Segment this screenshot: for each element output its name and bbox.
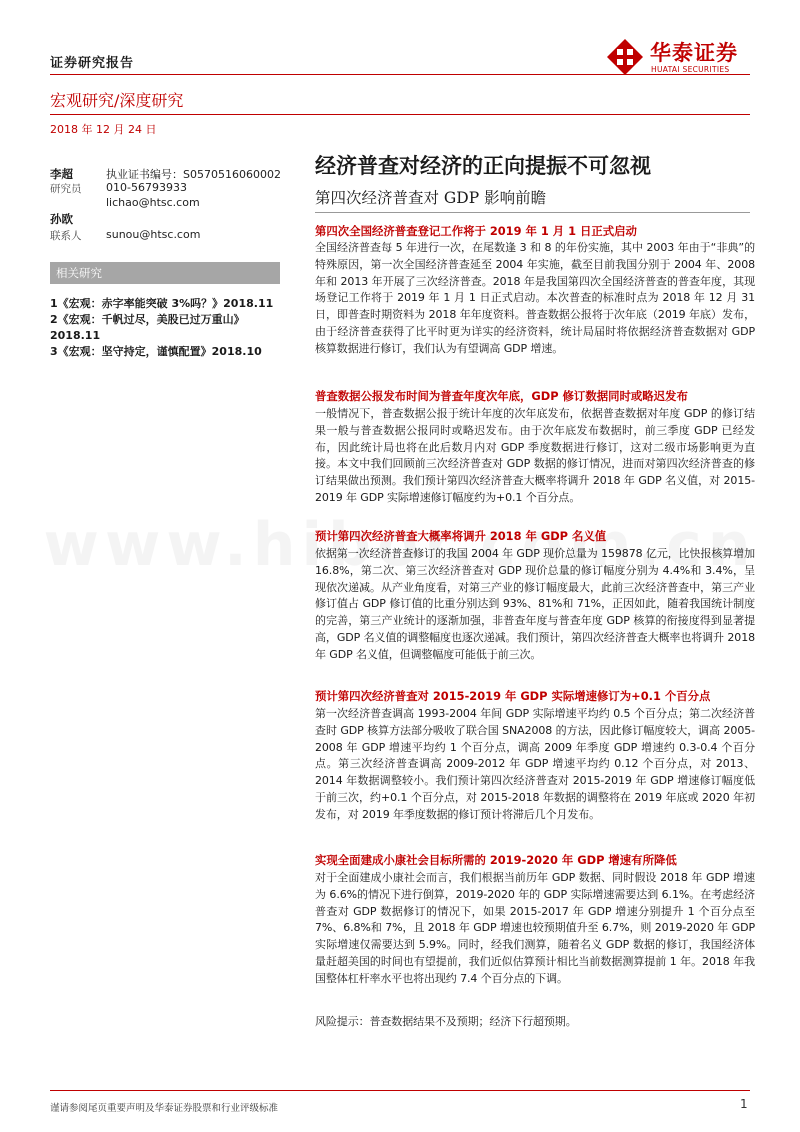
section-2-heading: 普查数据公报发布时间为普查年度次年底，GDP 修订数据同时或略迟发布: [315, 389, 688, 403]
risk-warning: 风险提示：普查数据结果不及预期；经济下行超预期。: [315, 1015, 577, 1028]
cert-label: 执业证书编号：: [106, 168, 183, 181]
analyst-1-name: 李超: [50, 167, 73, 181]
related-research-header: 相关研究: [50, 262, 280, 284]
section-1-heading: 第四次全国经济普查登记工作将于 2019 年 1 月 1 日正式启动: [315, 224, 637, 238]
related-item-1[interactable]: 1《宏观：赤字率能突破 3%吗？》2018.11: [50, 297, 274, 310]
section-3-body: 依据第一次经济普查修订的我国 2004 年 GDP 现价总量为 159878 亿元，比快报核算增加 16.8%，第二次、第三次经济普查对 GDP 现价总量的修订幅度分别为 4.4%和 3.4%，呈现依次递减。从产业角度看，对第三产业的修订幅度最大，此前三次经济普查中，第三产业修订值占 GDP 修订值的比重分别达到 93%、81%和 71%，正因如此，随着我国统计制度的完善，第三产业统计的逐渐加强，非普查年度与普查年度 GDP 核算的衔接度得到显著提高，GDP 名义值的调整幅度也逐次递减。我们预计，第四次经济普查大概率也将调升 2018 年 GDP 名义值，但调整幅度可能低于前三次。: [315, 547, 755, 661]
report-subtitle: 第四次经济普查对 GDP 影响前瞻: [315, 189, 547, 207]
analyst-1-cert: [106, 166, 281, 182]
cert-number: S0570516060002: [183, 168, 281, 181]
logo-text-cn: 华泰证券: [650, 41, 738, 65]
analyst-2-role: 联系人: [50, 230, 82, 242]
report-date: 2018 年 12 月 24 日: [50, 123, 157, 136]
page-number: 1: [740, 1097, 748, 1111]
footer-divider: [50, 1090, 750, 1091]
analyst-1-email[interactable]: lichao@htsc.com: [106, 196, 200, 209]
section-4-heading: 预计第四次经济普查对 2015-2019 年 GDP 实际增速修订为+0.1 个百分点: [315, 689, 711, 703]
section-3-heading: 预计第四次经济普查大概率将调升 2018 年 GDP 名义值: [315, 529, 607, 543]
report-title: 经济普查对经济的正向提振不可忽视: [315, 153, 651, 178]
category-divider: [50, 114, 750, 115]
section-2-body: 一般情况下，普查数据公报于统计年度的次年底发布，依据普查数据对年度 GDP 的修订结果一般与普查数据公报同时或略迟发布。由于次年底发布数据时，前三季度 GDP 已经发布，因此统计局也将在此后数月内对 GDP 季度数据进行修订，这对二级市场影响更为直接。本文中我们回顾前三次经济普查对 GDP 数据的修订情况，进而对第四次经济普查的修订结果做出预测。我们预计第四次经济普查大概率将调升 2018 年 GDP 名义值，对 2015-2019 年 GDP 实际增速修订幅度约为+0.1 个百分点。: [315, 407, 755, 504]
title-divider: [315, 212, 750, 213]
analyst-1-phone: 010-56793933: [106, 181, 187, 194]
analyst-2-email[interactable]: sunou@htsc.com: [106, 228, 201, 241]
huatai-logo-icon: [606, 38, 644, 76]
analyst-1-role: 研究员: [50, 183, 82, 195]
section-5-body: 对于全面建成小康社会而言，我们根据当前历年 GDP 数据、同时假设 2018 年 GDP 增速为 6.6%的情况下进行倒算，2019-2020 年的 GDP 实际增速需要达到 6.1%。在考虑经济普查对 GDP 数据修订的情况下，如果 2015-2017 年 GDP 增速分别提升 1 个百分点至 7%、6.8%和 7%，且 2018 年 GDP 增速也较预期值升至 6.7%，则 2019-2020 年 GDP 实际增速仅需要达到 5.9%。同时，经我们测算，随着名义 GDP 数据的修订，我国经济体量赶超美国的时间也有望提前，我们近似估算预计相比当前数据测算提前 1 年。2018 年我国整体杠杆率水平也将出现约 7.4 个百分点的下调。: [315, 871, 755, 985]
section-5-heading: 实现全面建成小康社会目标所需的 2019-2020 年 GDP 增速有所降低: [315, 853, 677, 867]
report-type: 证券研究报告: [50, 56, 135, 71]
footer-disclaimer: 谨请参阅尾页重要声明及华泰证券股票和行业评级标准: [50, 1103, 279, 1114]
related-item-3[interactable]: 3《宏观：坚守持定，谨慎配置》2018.10: [50, 345, 262, 358]
logo-text-en: HUATAI SECURITIES: [651, 65, 730, 74]
related-item-2[interactable]: 2《宏观：千帆过尽，美股已过万重山》2018.11: [50, 313, 245, 342]
huatai-logo: [606, 38, 752, 78]
analyst-2-name: 孙欧: [50, 212, 73, 226]
section-4-body: 第一次经济普查调高 1993-2004 年间 GDP 实际增速平均约 0.5 个百分点；第二次经济普查时 GDP 核算方法部分吸收了联合国 SNA2008 的方法，因此修订幅度较大，调高 2005-2008 年 GDP 增速平均约 1 个百分点，调高 2009 年季度 GDP 增速约 0.3-0.4 个百分点。第三次经济普查调高 2009-2012 年 GDP 增速平均约 0.12 个百分点，对 2013、2014 年数据调整较小。我们预计第四次经济普查对 2015-2019 年 GDP 增速修订幅度低于前三次，约+0.1 个百分点，对 2015-2018 年数据的调整将在 2019 年底或 2020 年初发布，对 2019 年季度数据的修订预计将滞后几个月发布。: [315, 707, 755, 821]
report-category: 宏观研究/深度研究: [50, 91, 184, 110]
section-1-body: 全国经济普查每 5 年进行一次，在尾数逢 3 和 8 的年份实施，其中 2003 年由于“非典”的特殊原因，第一次全国经济普查延至 2004 年实施，截至目前我国分别于 2004 年、2008 年和 2013 年开展了三次经济普查。2018 年是我国第四次全国经济普查的普查年度，其现场登记工作将于 2019 年 1 月 1 日正式启动。本次普查的标准时点为 2018 年 12 月 31 日，即普查时期资料为 2018 年年度资料。普查数据公报将于次年底（2019 年底）发布，由于经济普查获得了比平时更为详实的经济资料，统计局届时将依据经济普查数据对 GDP 核算数据进行修订，我们认为有望调高 GDP 增速。: [315, 241, 755, 355]
